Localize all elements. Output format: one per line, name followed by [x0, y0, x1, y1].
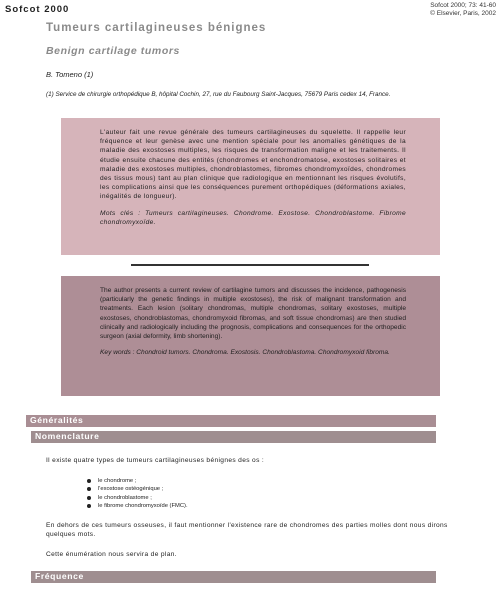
citation-line-1: Sofcot 2000; 73: 41-60	[430, 2, 496, 9]
affiliation: (1) Service de chirurgie orthopédique B, hôpital Cochin, 27, rue du Faubourg Saint-Jacques, 75679 Paris cedex 14, France.	[46, 91, 391, 98]
keywords-english: Key words : Chondroid tumors. Chondroma. Exostosis. Chondroblastoma. Chondromyxoid fibroma.	[100, 349, 390, 357]
list-item: le fibrome chondromyxoïde (FMC).	[86, 502, 188, 510]
list-item: l'exostose ostéogénique ;	[86, 485, 188, 493]
section-heading-generalites: Généralités	[26, 415, 436, 427]
abstract-english	[61, 276, 440, 396]
tumor-types-list	[86, 477, 188, 510]
abstract-french	[61, 118, 440, 255]
section-heading-frequence: Fréquence	[31, 571, 436, 583]
citation	[430, 2, 496, 18]
list-item: le chondroblastome ;	[86, 494, 188, 502]
copyright-line: © Elsevier, Paris, 2002	[430, 10, 496, 17]
keywords-french: Mots clés : Tumeurs cartilagineuses. Chondrome. Exostose. Chondroblastome. Fibrome chondromyxoïde.	[100, 209, 406, 226]
author: B. Tomeno (1)	[46, 70, 94, 79]
journal-name: Sofcot 2000	[5, 4, 70, 15]
list-item: le chondrome ;	[86, 477, 188, 485]
intro-paragraph: Il existe quatre types de tumeurs cartilagineuses bénignes des os :	[46, 457, 265, 464]
plan-paragraph: Cette énumération nous servira de plan.	[46, 551, 177, 558]
abstract-english-text: The author presents a current review of cartilagine tumors and discusses the incidence, pathogenesis (particularly the genetic findings in multiple exostoses), the risk of malignant transformation and treatments. Each lesion (solitary chondromas, multiple chondromas, solitary exostoses, multiple exostoses, chondroblastomas, chondromyxoid fibromas, and soft tissue chondromas) are then studied clinically and radiologically including the prognosis, complications and consequences for the orthopedic surgeon (axial deformity, limb shortening).	[100, 287, 406, 341]
section-heading-nomenclature: Nomenclature	[31, 431, 436, 443]
separator-line	[131, 264, 369, 266]
soft-tissue-paragraph: En dehors de ces tumeurs osseuses, il faut mentionner l'existence rare de chondromes des parties molles dont nous dirons quelques mots.	[46, 522, 448, 539]
title-english: Benign cartilage tumors	[46, 45, 180, 57]
title-french: Tumeurs cartilagineuses bénignes	[46, 22, 267, 34]
abstract-french-text: L'auteur fait une revue générale des tumeurs cartilagineuses du squelette. Il rappelle leur fréquence et leur genèse avec une mention spéciale pour les anomalies génétiques de la maladie des exostoses multiples, les risques de transformation maligne et les traitements. Il étudie ensuite chacune des entités (chondromes et enchondromatose, exostoses solitaires et maladie des exostoses multiples, chondroblastomes, fibromes chondromyxoïdes, chondromes des tissus mous) tant au plan clinique que radiologique en mentionnant les risques évolutifs, les complications ainsi que les conséquences purement orthopédiques (déformations axiales, inégalités de longueur).	[100, 129, 406, 201]
